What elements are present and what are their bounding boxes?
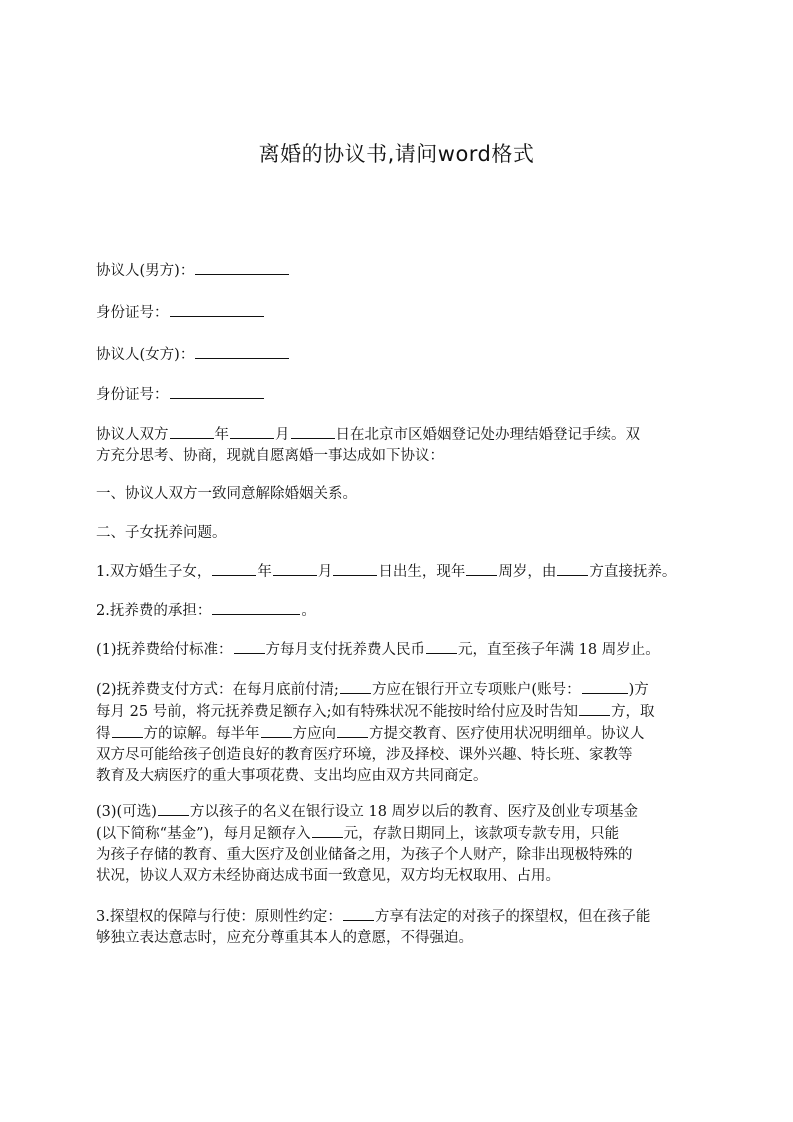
marriage-text-3: 方充分思考、协商，现就自愿离婚一事达成如下协议： xyxy=(96,448,444,464)
marriage-month-label: 月 xyxy=(275,427,290,443)
item2-2-text-6: 得 xyxy=(96,726,111,742)
id-number-line-1 xyxy=(96,302,711,324)
item1-text-3: 周岁，由 xyxy=(498,564,557,580)
document-title: 离婚的协议书,请问word格式 xyxy=(258,142,535,166)
item1-text-4: 方直接抚养。 xyxy=(589,564,677,580)
item2-3-text-1: (3)(可选) xyxy=(96,804,157,820)
item2-2-text-5: 方，取 xyxy=(611,704,655,720)
section-2: 二、子女抚养问题。 xyxy=(96,525,227,541)
id-number-label-1: 身份证号： xyxy=(96,305,169,321)
marriage-year-blank[interactable] xyxy=(170,424,214,439)
item-2-1 xyxy=(96,639,711,661)
party-male-blank[interactable] xyxy=(195,260,289,275)
item2-2-text-3: )方 xyxy=(628,682,649,698)
report-to-party-blank[interactable] xyxy=(337,723,368,738)
item-3 xyxy=(96,906,711,949)
id-number-blank-2[interactable] xyxy=(170,384,264,399)
item2-2-text-9: 方提交教育、医疗使用状况明细单。协议人 xyxy=(369,726,645,742)
item2-2-text-4: 每月 25 号前，将元抚养费足额存入;如有特殊状况不能按时给付应及时告知 xyxy=(96,704,579,720)
item2-3-text-3: (以下简称“基金”)，每月足额存入 xyxy=(96,826,311,842)
item2-2-text-1: (2)抚养费支付方式：在每月底前付清; xyxy=(96,682,339,698)
marriage-text-1: 协议人双方 xyxy=(96,427,169,443)
report-from-party-blank[interactable] xyxy=(261,723,292,738)
marriage-text-2: 日在北京市区婚姻登记处办理结婚登记手续。双 xyxy=(335,427,640,443)
child-birth-year-blank[interactable] xyxy=(212,561,256,576)
support-bearer-blank[interactable] xyxy=(212,600,300,615)
item2-2-text-11: 教育及大病医疗的重大事项花费、支出均应由双方共同商定。 xyxy=(96,768,488,784)
item2-text-1: 2.抚养费的承担： xyxy=(96,603,212,619)
item2-3-text-4: 元，存款日期同上，该款项专款专用，只能 xyxy=(343,826,620,842)
item2-1-text-2: 方每月支付抚养费人民币 xyxy=(265,642,426,658)
consent-party-blank[interactable] xyxy=(112,723,143,738)
item1-text-1: 1.双方婚生子女， xyxy=(96,564,212,580)
custody-party-blank[interactable] xyxy=(557,561,588,576)
party-male-line xyxy=(96,260,711,282)
item3-text-2: 方享有法定的对孩子的探望权，但在孩子能 xyxy=(374,909,651,925)
item2-2-text-10: 双方尽可能给孩子创造良好的教育医疗环境，涉及择校、课外兴趣、特长班、家教等 xyxy=(96,747,633,763)
party-male-label: 协议人(男方)： xyxy=(96,263,195,279)
item-1 xyxy=(96,561,711,583)
party-female-line xyxy=(96,344,711,366)
party-female-blank[interactable] xyxy=(195,344,289,359)
account-party-blank[interactable] xyxy=(340,679,371,694)
fund-amount-blank[interactable] xyxy=(312,823,343,838)
child-birth-day-blank[interactable] xyxy=(333,561,377,576)
account-number-blank[interactable] xyxy=(582,679,628,694)
item-2-3 xyxy=(96,801,711,887)
item1-text-2: 日出生，现年 xyxy=(378,564,466,580)
item1-year-label: 年 xyxy=(257,564,272,580)
item2-2-text-8: 方应向 xyxy=(292,726,336,742)
id-number-line-2 xyxy=(96,384,711,406)
item2-3-text-6: 状况，协议人双方未经协商达成书面一致意见，双方均无权取用、占用。 xyxy=(96,868,560,884)
section-1: 一、协议人双方一致同意解除婚姻关系。 xyxy=(96,486,357,502)
item2-2-text-2: 方应在银行开立专项账户(账号： xyxy=(371,682,581,698)
item2-2-text-7: 方的谅解。每半年 xyxy=(143,726,260,742)
item3-text-3: 够独立表达意志时，应充分尊重其本人的意愿，不得强迫。 xyxy=(96,930,473,946)
fund-party-blank[interactable] xyxy=(158,801,189,816)
visitation-party-blank[interactable] xyxy=(343,906,374,921)
id-number-label-2: 身份证号： xyxy=(96,387,169,403)
item-2 xyxy=(96,600,711,622)
item2-1-text-1: (1)抚养费给付标准： xyxy=(96,642,233,658)
child-birth-month-blank[interactable] xyxy=(273,561,317,576)
party-female-label: 协议人(女方)： xyxy=(96,347,195,363)
item2-3-text-5: 为孩子存储的教育、重大医疗及创业储备之用，为孩子个人财产，除非出现极特殊的 xyxy=(96,847,633,863)
payer-party-blank[interactable] xyxy=(234,639,265,654)
item2-3-text-2: 方以孩子的名义在银行设立 18 周岁以后的教育、医疗及创业专项基金 xyxy=(189,804,639,820)
item3-text-1: 3.探望权的保障与行使：原则性约定： xyxy=(96,909,342,925)
item2-1-text-3: 元，直至孩子年满 18 周岁止。 xyxy=(458,642,660,658)
marriage-day-blank[interactable] xyxy=(291,424,335,439)
child-age-blank[interactable] xyxy=(466,561,497,576)
marriage-paragraph xyxy=(96,424,711,467)
support-amount-blank[interactable] xyxy=(426,639,457,654)
notify-party-blank[interactable] xyxy=(579,701,610,716)
id-number-blank-1[interactable] xyxy=(170,302,264,317)
item2-text-2: 。 xyxy=(301,603,316,619)
item-2-2 xyxy=(96,679,711,787)
marriage-year-label: 年 xyxy=(214,427,229,443)
item1-month-label: 月 xyxy=(317,564,333,580)
marriage-month-blank[interactable] xyxy=(230,424,274,439)
